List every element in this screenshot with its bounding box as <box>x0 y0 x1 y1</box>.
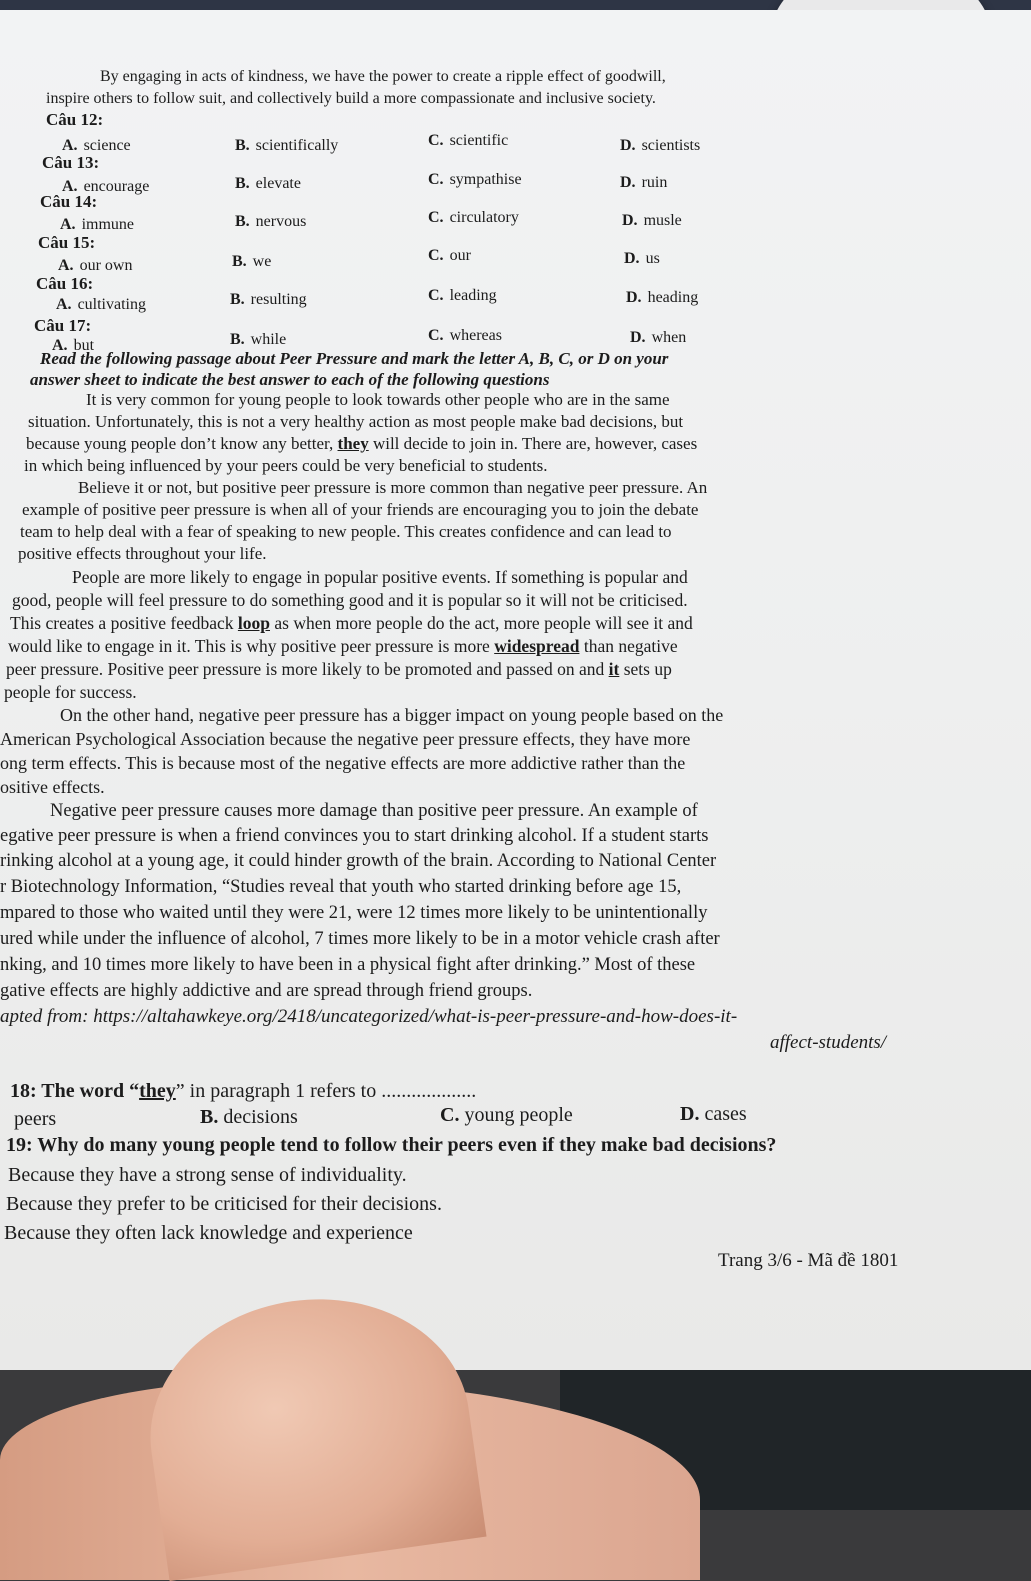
underlined-they: they <box>337 434 369 453</box>
option-b: B. while <box>230 331 287 348</box>
instruction-line-2: answer sheet to indicate the best answer to each of the following questions <box>30 370 550 389</box>
q19-option-c: Because they often lack knowledge and experience <box>4 1222 413 1244</box>
option-d: D. us <box>624 250 660 267</box>
option-b: B. nervous <box>235 213 307 230</box>
question-label: Câu 17: <box>34 316 92 335</box>
underlined-widespread: widespread <box>494 636 580 656</box>
intro-line-1: By engaging in acts of kindness, we have the power to create a ripple effect of goodwill, <box>100 68 666 85</box>
question-19-stem: 19: Why do many young people tend to follow their peers even if they make bad decisions? <box>6 1134 777 1156</box>
passage-line: positive effects throughout your life. <box>18 544 267 563</box>
option-a: A. encourage <box>62 178 150 195</box>
option-d: D. scientists <box>620 137 701 154</box>
option-a: A. immune <box>60 216 134 233</box>
passage-line: in which being influenced by your peers could be very beneficial to students. <box>24 456 548 475</box>
question-label: Câu 15: <box>38 233 96 252</box>
passage-line: rinking alcohol at a young age, it could hinder growth of the brain. According to National Center <box>0 851 717 871</box>
option-b: B. we <box>232 253 272 270</box>
passage-line: egative peer pressure is when a friend convinces you to start drinking alcohol. If a student starts <box>0 826 709 846</box>
question-18-stem: 18: The word “they” in paragraph 1 refers to ................... <box>10 1080 477 1102</box>
passage-line: peer pressure. Positive peer pressure is more likely to be promoted and passed on and it sets up <box>6 659 672 679</box>
option-c: C. our <box>428 247 471 264</box>
passage-line: r Biotechnology Information, “Studies reveal that youth who started drinking before age 15, <box>0 877 682 897</box>
option-d: D. ruin <box>620 174 668 191</box>
passage-line: mpared to those who waited until they were 21, were 12 times more likely to be unintentionally <box>0 903 708 923</box>
option-c: C. circulatory <box>428 209 519 226</box>
answer-blank: ................... <box>381 1080 477 1102</box>
page-footer: Trang 3/6 - Mã đề 1801 <box>718 1250 899 1271</box>
q18-option-d: D. cases <box>680 1103 747 1125</box>
passage-line: example of positive peer pressure is when all of your friends are encouraging you to join the debate <box>22 500 699 519</box>
option-a: A. cultivating <box>56 296 146 313</box>
option-c: C. sympathise <box>428 171 522 188</box>
passage-line: ured while under the influence of alcohol, 7 times more likely to be in a motor vehicle crash after <box>0 929 720 949</box>
option-c: C. leading <box>428 287 497 304</box>
option-c: C. whereas <box>428 327 502 344</box>
option-a: A. our own <box>58 257 133 274</box>
option-b: B. scientifically <box>235 137 339 154</box>
passage-line: American Psychological Association because the negative peer pressure effects, they have more <box>0 729 691 749</box>
question-label: Câu 16: <box>36 274 94 293</box>
option-d: D. heading <box>626 289 699 306</box>
underlined-word: they <box>139 1080 176 1102</box>
passage-line: people for success. <box>4 682 137 702</box>
source-line-2: affect-students/ <box>770 1032 887 1053</box>
passage-line: People are more likely to engage in popular positive events. If something is popular and <box>72 567 688 587</box>
underlined-it: it <box>608 659 620 679</box>
option-c: C. scientific <box>428 132 509 149</box>
question-label: Câu 14: <box>40 192 98 211</box>
passage-line: Negative peer pressure causes more damage than positive peer pressure. An example of <box>50 801 698 821</box>
option-d: D. musle <box>622 212 682 229</box>
passage-line: ong term effects. This is because most of the negative effects are more addictive rather than the <box>0 753 686 773</box>
passage-line: because young people don’t know any better, they will decide to join in. There are, however, cases <box>26 434 698 453</box>
option-b: B. elevate <box>235 175 301 192</box>
instruction-line-1: Read the following passage about Peer Pressure and mark the letter A, B, C, or D on your <box>40 349 669 368</box>
passage-line: would like to engage in it. This is why positive peer pressure is more widespread than negative <box>8 636 678 656</box>
passage-line: ositive effects. <box>0 777 105 797</box>
passage-line: On the other hand, negative peer pressure has a bigger impact on young people based on the <box>60 705 724 725</box>
underlined-loop: loop <box>237 613 270 633</box>
q18-option-a: peers <box>14 1108 57 1130</box>
source-line-1: apted from: https://altahawkeye.org/2418/uncategorized/what-is-peer-pressure-and-how-does-it- <box>0 1006 738 1027</box>
option-a: A. science <box>62 137 131 154</box>
passage-line: gative effects are highly addictive and are spread through friend groups. <box>0 981 533 1001</box>
passage-line: nking, and 10 times more likely to have been in a physical fight after drinking.” Most of these <box>0 955 696 975</box>
q18-option-b: B. decisions <box>200 1106 298 1128</box>
passage-line: situation. Unfortunately, this is not a very healthy action as most people make bad decisions, but <box>28 412 684 431</box>
passage-line: team to help deal with a fear of speaking to new people. This creates confidence and can lead to <box>20 522 672 541</box>
passage-line: It is very common for young people to look towards other people who are in the same <box>86 390 670 409</box>
intro-line-2: inspire others to follow suit, and collectively build a more compassionate and inclusive society. <box>46 90 656 107</box>
exam-page <box>0 10 1031 1370</box>
question-label: Câu 13: <box>42 153 100 172</box>
option-d: D. when <box>630 329 687 346</box>
passage-line: good, people will feel pressure to do something good and it is popular so it will not be criticised. <box>12 590 688 610</box>
question-label: Câu 12: <box>46 110 104 129</box>
option-b: B. resulting <box>230 291 307 308</box>
q18-option-c: C. young people <box>440 1104 573 1126</box>
option-a: A. but <box>52 337 95 354</box>
q19-option-a: Because they have a strong sense of individuality. <box>8 1164 407 1186</box>
q19-option-b: Because they prefer to be criticised for their decisions. <box>6 1193 442 1215</box>
passage-line: Believe it or not, but positive peer pressure is more common than negative peer pressure. An <box>78 478 708 497</box>
passage-line: This creates a positive feedback loop as when more people do the act, more people will see it and <box>10 613 693 633</box>
